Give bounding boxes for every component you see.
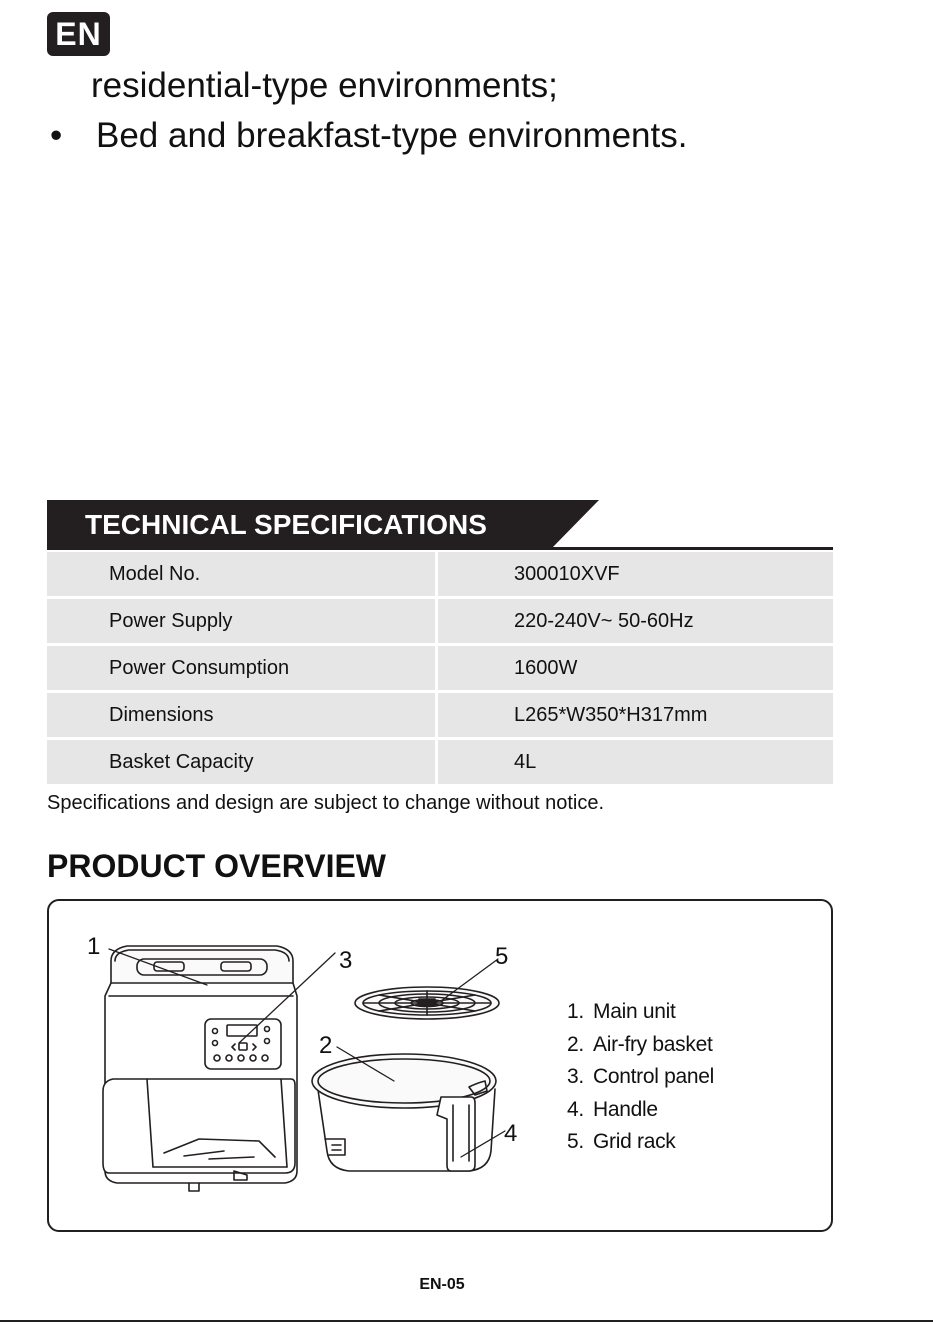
list-item: 1. Main unit bbox=[567, 1000, 676, 1023]
spec-label: Power Consumption bbox=[47, 646, 438, 693]
spec-header-slope bbox=[551, 500, 599, 549]
overview-title: PRODUCT OVERVIEW bbox=[47, 848, 386, 884]
page-bottom-rule bbox=[0, 1320, 933, 1322]
list-item: 2. Air-fry basket bbox=[567, 1032, 713, 1056]
spec-section-header bbox=[47, 500, 833, 550]
spec-label: Dimensions bbox=[47, 693, 438, 740]
spec-label: Basket Capacity bbox=[47, 740, 438, 787]
intro-continued-line: residential-type environments; bbox=[91, 66, 558, 105]
spec-disclaimer: Specifications and design are subject to change without notice. bbox=[47, 792, 605, 814]
callout-4: 4 bbox=[504, 1120, 518, 1147]
list-item: 4. Handle bbox=[567, 1097, 658, 1121]
callout-2: 2 bbox=[319, 1032, 333, 1059]
spec-value: 1600W bbox=[438, 646, 833, 693]
spec-label: Power Supply bbox=[47, 599, 438, 646]
callout-3: 3 bbox=[339, 947, 353, 974]
table-row bbox=[47, 599, 833, 646]
bullet-icon: • bbox=[50, 116, 63, 155]
spec-table bbox=[47, 552, 833, 787]
table-row bbox=[47, 693, 833, 740]
list-item: 5. Grid rack bbox=[567, 1130, 676, 1153]
callout-1: 1 bbox=[87, 933, 101, 960]
table-row bbox=[47, 740, 833, 787]
bullet-item bbox=[50, 114, 687, 158]
basket-drawing bbox=[312, 1054, 496, 1171]
bullet-text: Bed and breakfast-type environments. bbox=[96, 116, 688, 155]
list-item: 3. Control panel bbox=[567, 1065, 715, 1088]
overview-panel bbox=[47, 899, 833, 1232]
language-badge: EN bbox=[47, 12, 110, 56]
table-row bbox=[47, 552, 833, 599]
spec-value: 4L bbox=[438, 740, 833, 787]
grid-rack-drawing bbox=[355, 987, 499, 1019]
spec-value: L265*W350*H317mm bbox=[438, 693, 833, 740]
page-number: EN-05 bbox=[419, 1276, 465, 1293]
spec-value: 300010XVF bbox=[438, 552, 833, 599]
table-row bbox=[47, 646, 833, 693]
parts-list bbox=[567, 996, 714, 1159]
spec-value: 220-240V~ 50-60Hz bbox=[438, 599, 833, 646]
spec-label: Model No. bbox=[47, 552, 438, 599]
spec-title: TECHNICAL SPECIFICATIONS bbox=[85, 509, 487, 540]
callout-5: 5 bbox=[495, 943, 509, 970]
